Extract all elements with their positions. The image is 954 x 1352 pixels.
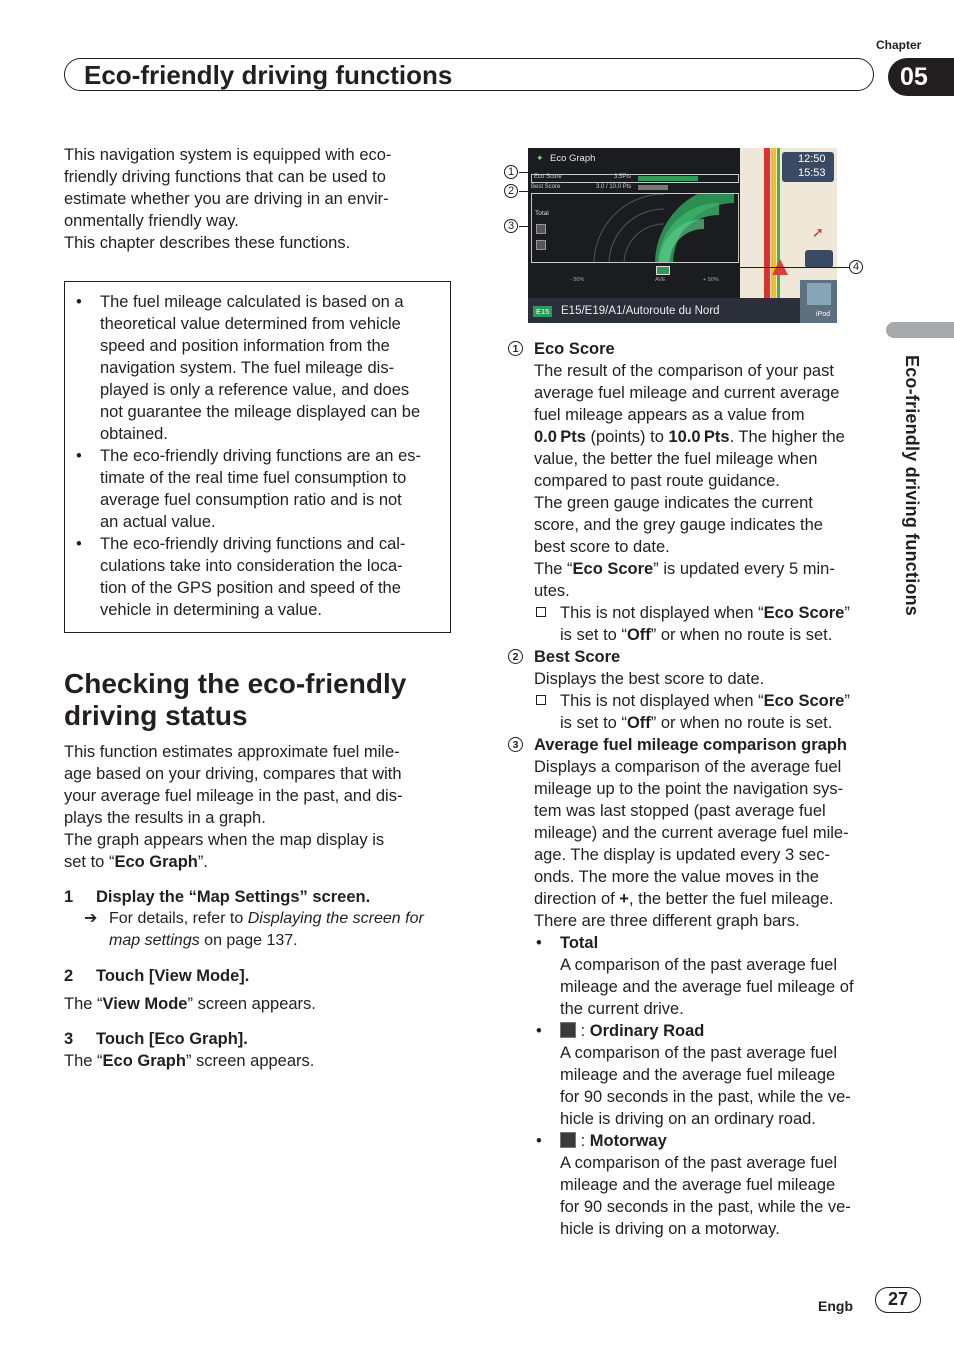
axis-ave-label: AVE bbox=[655, 277, 666, 283]
definitions bbox=[508, 338, 883, 1240]
checkbox-icon bbox=[536, 607, 546, 617]
arrow-icon: ➔ bbox=[84, 910, 98, 927]
ordinary-road-icon bbox=[536, 224, 546, 234]
bullet-icon: • bbox=[76, 293, 82, 311]
bullet-icon: • bbox=[536, 1022, 542, 1040]
intro-line: friendly driving functions that can be used to bbox=[64, 168, 386, 186]
def-best-score-body: Displays the best score to date. bbox=[534, 670, 765, 688]
step-heading: 1 Display the “Map Settings” screen. bbox=[64, 888, 371, 906]
step-heading: 3 Touch [Eco Graph]. bbox=[64, 1030, 248, 1048]
callout-leader bbox=[519, 226, 529, 227]
intro-paragraph bbox=[64, 144, 449, 254]
intro-line: This chapter describes these functions. bbox=[64, 234, 351, 252]
reference-link[interactable]: Displaying the screen for bbox=[247, 910, 424, 927]
callout-2: 2 bbox=[504, 184, 518, 198]
album-art bbox=[807, 283, 831, 305]
note-line: not guarantee the mileage displayed can be bbox=[100, 403, 421, 421]
section-heading bbox=[64, 668, 464, 732]
time-current: 12:50 bbox=[798, 153, 826, 165]
bullet-icon: • bbox=[536, 934, 542, 952]
bullet-icon: • bbox=[76, 535, 82, 553]
step-heading: 2 Touch [View Mode]. bbox=[64, 967, 250, 985]
graph-bar-total: • Total bbox=[536, 934, 599, 952]
body-line: This function estimates approximate fuel mile- bbox=[64, 743, 400, 761]
callout-leader bbox=[519, 191, 529, 192]
item-number: 3 bbox=[508, 737, 523, 752]
heading-line: driving status bbox=[64, 700, 248, 731]
def-eco-score-note: This is not displayed when “Eco Score” is set to “Off” or when no route is set. bbox=[508, 602, 883, 646]
motorway-icon bbox=[536, 240, 546, 250]
bullet-icon: • bbox=[536, 1132, 542, 1150]
graph-total-label: Total bbox=[535, 210, 549, 217]
def-best-score-heading: 2 Best Score bbox=[508, 646, 883, 668]
graph-bar-motorway-desc: A comparison of the past average fuel mileage and the average fuel mileage for 90 seconds in the past, while the ve- hicle is driving on a motorway. bbox=[560, 1154, 851, 1238]
heading-line: Checking the eco-friendly bbox=[64, 668, 407, 699]
def-eco-score-body: The result of the comparison of your past average fuel mileage and current average fuel mileage appears as a value from 0.0 Pts (points) to 10.0 Pts. The higher the value, the better the fuel mileage when compared to past route guidance. The green gauge indicates the current score, and the grey gauge indicates the best score to date. The “Eco Score” is updated every 5 min- utes. bbox=[534, 362, 845, 600]
axis-plus-label: + 50% bbox=[703, 277, 719, 283]
side-tab-label: Eco-friendly driving functions bbox=[902, 355, 922, 617]
callout-3: 3 bbox=[504, 219, 518, 233]
comparison-graph bbox=[531, 193, 739, 263]
note-line: culations take into consideration the loca- bbox=[100, 557, 403, 575]
note-line: an actual value. bbox=[100, 513, 216, 531]
note-line: speed and position information from the bbox=[100, 337, 390, 355]
def-eco-score-heading: 1 Eco Score bbox=[508, 338, 883, 360]
best-score-gauge bbox=[638, 185, 668, 190]
eco-score-label: Eco Score bbox=[534, 174, 562, 180]
def-best-score-note: This is not displayed when “Eco Score” is set to “Off” or when no route is set. bbox=[508, 690, 883, 734]
step-3 bbox=[64, 1028, 454, 1072]
note-line: navigation system. The fuel mileage dis- bbox=[100, 359, 395, 377]
ave-marker bbox=[656, 266, 670, 275]
leaf-icon: ✦ bbox=[536, 153, 544, 163]
best-score-value: 3.0 / 10.0 Pts bbox=[596, 184, 632, 190]
note-item bbox=[76, 291, 444, 445]
graph-arcs bbox=[532, 194, 738, 262]
body-line: plays the results in a graph. bbox=[64, 809, 266, 827]
note-item bbox=[76, 445, 444, 533]
note-line: tion of the GPS position and speed of the bbox=[100, 579, 401, 597]
body-line: age based on your driving, compares that with bbox=[64, 765, 402, 783]
graph-bar-motorway: • : Motorway bbox=[536, 1132, 667, 1150]
body-line: The graph appears when the map display is bbox=[64, 831, 385, 849]
checkbox-icon bbox=[536, 695, 546, 705]
note-line: The fuel mileage calculated is based on a bbox=[100, 293, 404, 311]
graph-bar-ordinary-road-desc: A comparison of the past average fuel mileage and the average fuel mileage for 90 seconds in the past, while the ve- hicle is driving on an ordinary road. bbox=[560, 1044, 851, 1128]
item-number: 1 bbox=[508, 341, 523, 356]
eco-graph-screenshot bbox=[528, 148, 837, 323]
graph-bar-ordinary-road: • : Ordinary Road bbox=[536, 1022, 705, 1040]
reference-link[interactable]: map settings bbox=[109, 932, 200, 949]
screen-title: Eco Graph bbox=[550, 153, 596, 164]
item-number: 2 bbox=[508, 649, 523, 664]
note-line: The eco-friendly driving functions are an es- bbox=[100, 447, 421, 465]
road-badge: E15 bbox=[533, 306, 552, 317]
note-line: played is only a reference value, and does bbox=[100, 381, 410, 399]
body-line: set to “Eco Graph”. bbox=[64, 853, 208, 871]
graph-bar-total-desc: A comparison of the past average fuel mileage and the average fuel mileage of the current drive. bbox=[560, 956, 854, 1018]
map-menu-button[interactable] bbox=[805, 250, 833, 268]
note-line: average fuel consumption ratio and is not bbox=[100, 491, 402, 509]
road-line bbox=[771, 148, 776, 298]
motorway-icon bbox=[560, 1132, 576, 1148]
bullet-icon: • bbox=[76, 447, 82, 465]
intro-line: estimate whether you are driving in an envir- bbox=[64, 190, 389, 208]
axis-minus-label: - 50% bbox=[570, 277, 585, 283]
intro-line: This navigation system is equipped with eco- bbox=[64, 146, 392, 164]
eco-score-value: 3.5Pts bbox=[614, 174, 632, 180]
step-result: The “View Mode” screen appears. bbox=[64, 995, 316, 1013]
page-title: Eco-friendly driving functions bbox=[84, 60, 453, 90]
def-graph-heading: 3 Average fuel mileage comparison graph bbox=[508, 734, 883, 756]
step-reference: ➔ For details, refer to Displaying the screen for map settings on page 137. bbox=[84, 910, 424, 949]
note-line: The eco-friendly driving functions and cal- bbox=[100, 535, 406, 553]
callout-leader bbox=[519, 172, 529, 173]
best-score-label: Best Score bbox=[531, 184, 561, 190]
chapter-label: Chapter bbox=[876, 38, 922, 52]
chapter-number-badge: 05 bbox=[888, 58, 954, 96]
note-item bbox=[76, 533, 444, 621]
note-line: theoretical value determined from vehicle bbox=[100, 315, 401, 333]
ipod-label: iPod bbox=[816, 311, 831, 318]
time-arrival: 15:53 bbox=[798, 167, 826, 179]
road-name: E15/E19/A1/Autoroute du Nord bbox=[561, 305, 720, 317]
step-1 bbox=[64, 886, 454, 952]
callout-leader bbox=[671, 267, 849, 268]
note-line: timate of the real time fuel consumption to bbox=[100, 469, 407, 487]
step-2 bbox=[64, 965, 454, 1015]
note-line: vehicle in determining a value. bbox=[100, 601, 322, 619]
language-label: Engb bbox=[818, 1298, 853, 1314]
body-line: your average fuel mileage in the past, and dis- bbox=[64, 787, 403, 805]
callout-1: 1 bbox=[504, 165, 518, 179]
page-number: 27 bbox=[875, 1287, 921, 1313]
def-graph-body: Displays a comparison of the average fuel mileage up to the point the navigation sys- tem was last stopped (past average fuel mileage) and the current average fuel mile- age. The display is updated every 3 sec- onds. The more the value moves in the direction of +, the better the fuel mileage. There are three different graph bars. bbox=[534, 758, 849, 930]
eco-score-row bbox=[531, 174, 739, 183]
eco-score-gauge bbox=[638, 176, 698, 181]
step-result: The “Eco Graph” screen appears. bbox=[64, 1052, 315, 1070]
section-body bbox=[64, 741, 454, 873]
note-line: obtained. bbox=[100, 425, 168, 443]
note-list bbox=[76, 291, 444, 621]
route-line bbox=[764, 148, 770, 298]
callout-4: 4 bbox=[849, 260, 863, 274]
compass-icon[interactable]: ➚ bbox=[812, 224, 824, 240]
intro-line: onmentally friendly way. bbox=[64, 212, 239, 230]
road-line bbox=[777, 148, 780, 298]
side-tab-marker bbox=[886, 322, 954, 338]
ordinary-road-icon bbox=[560, 1022, 576, 1038]
